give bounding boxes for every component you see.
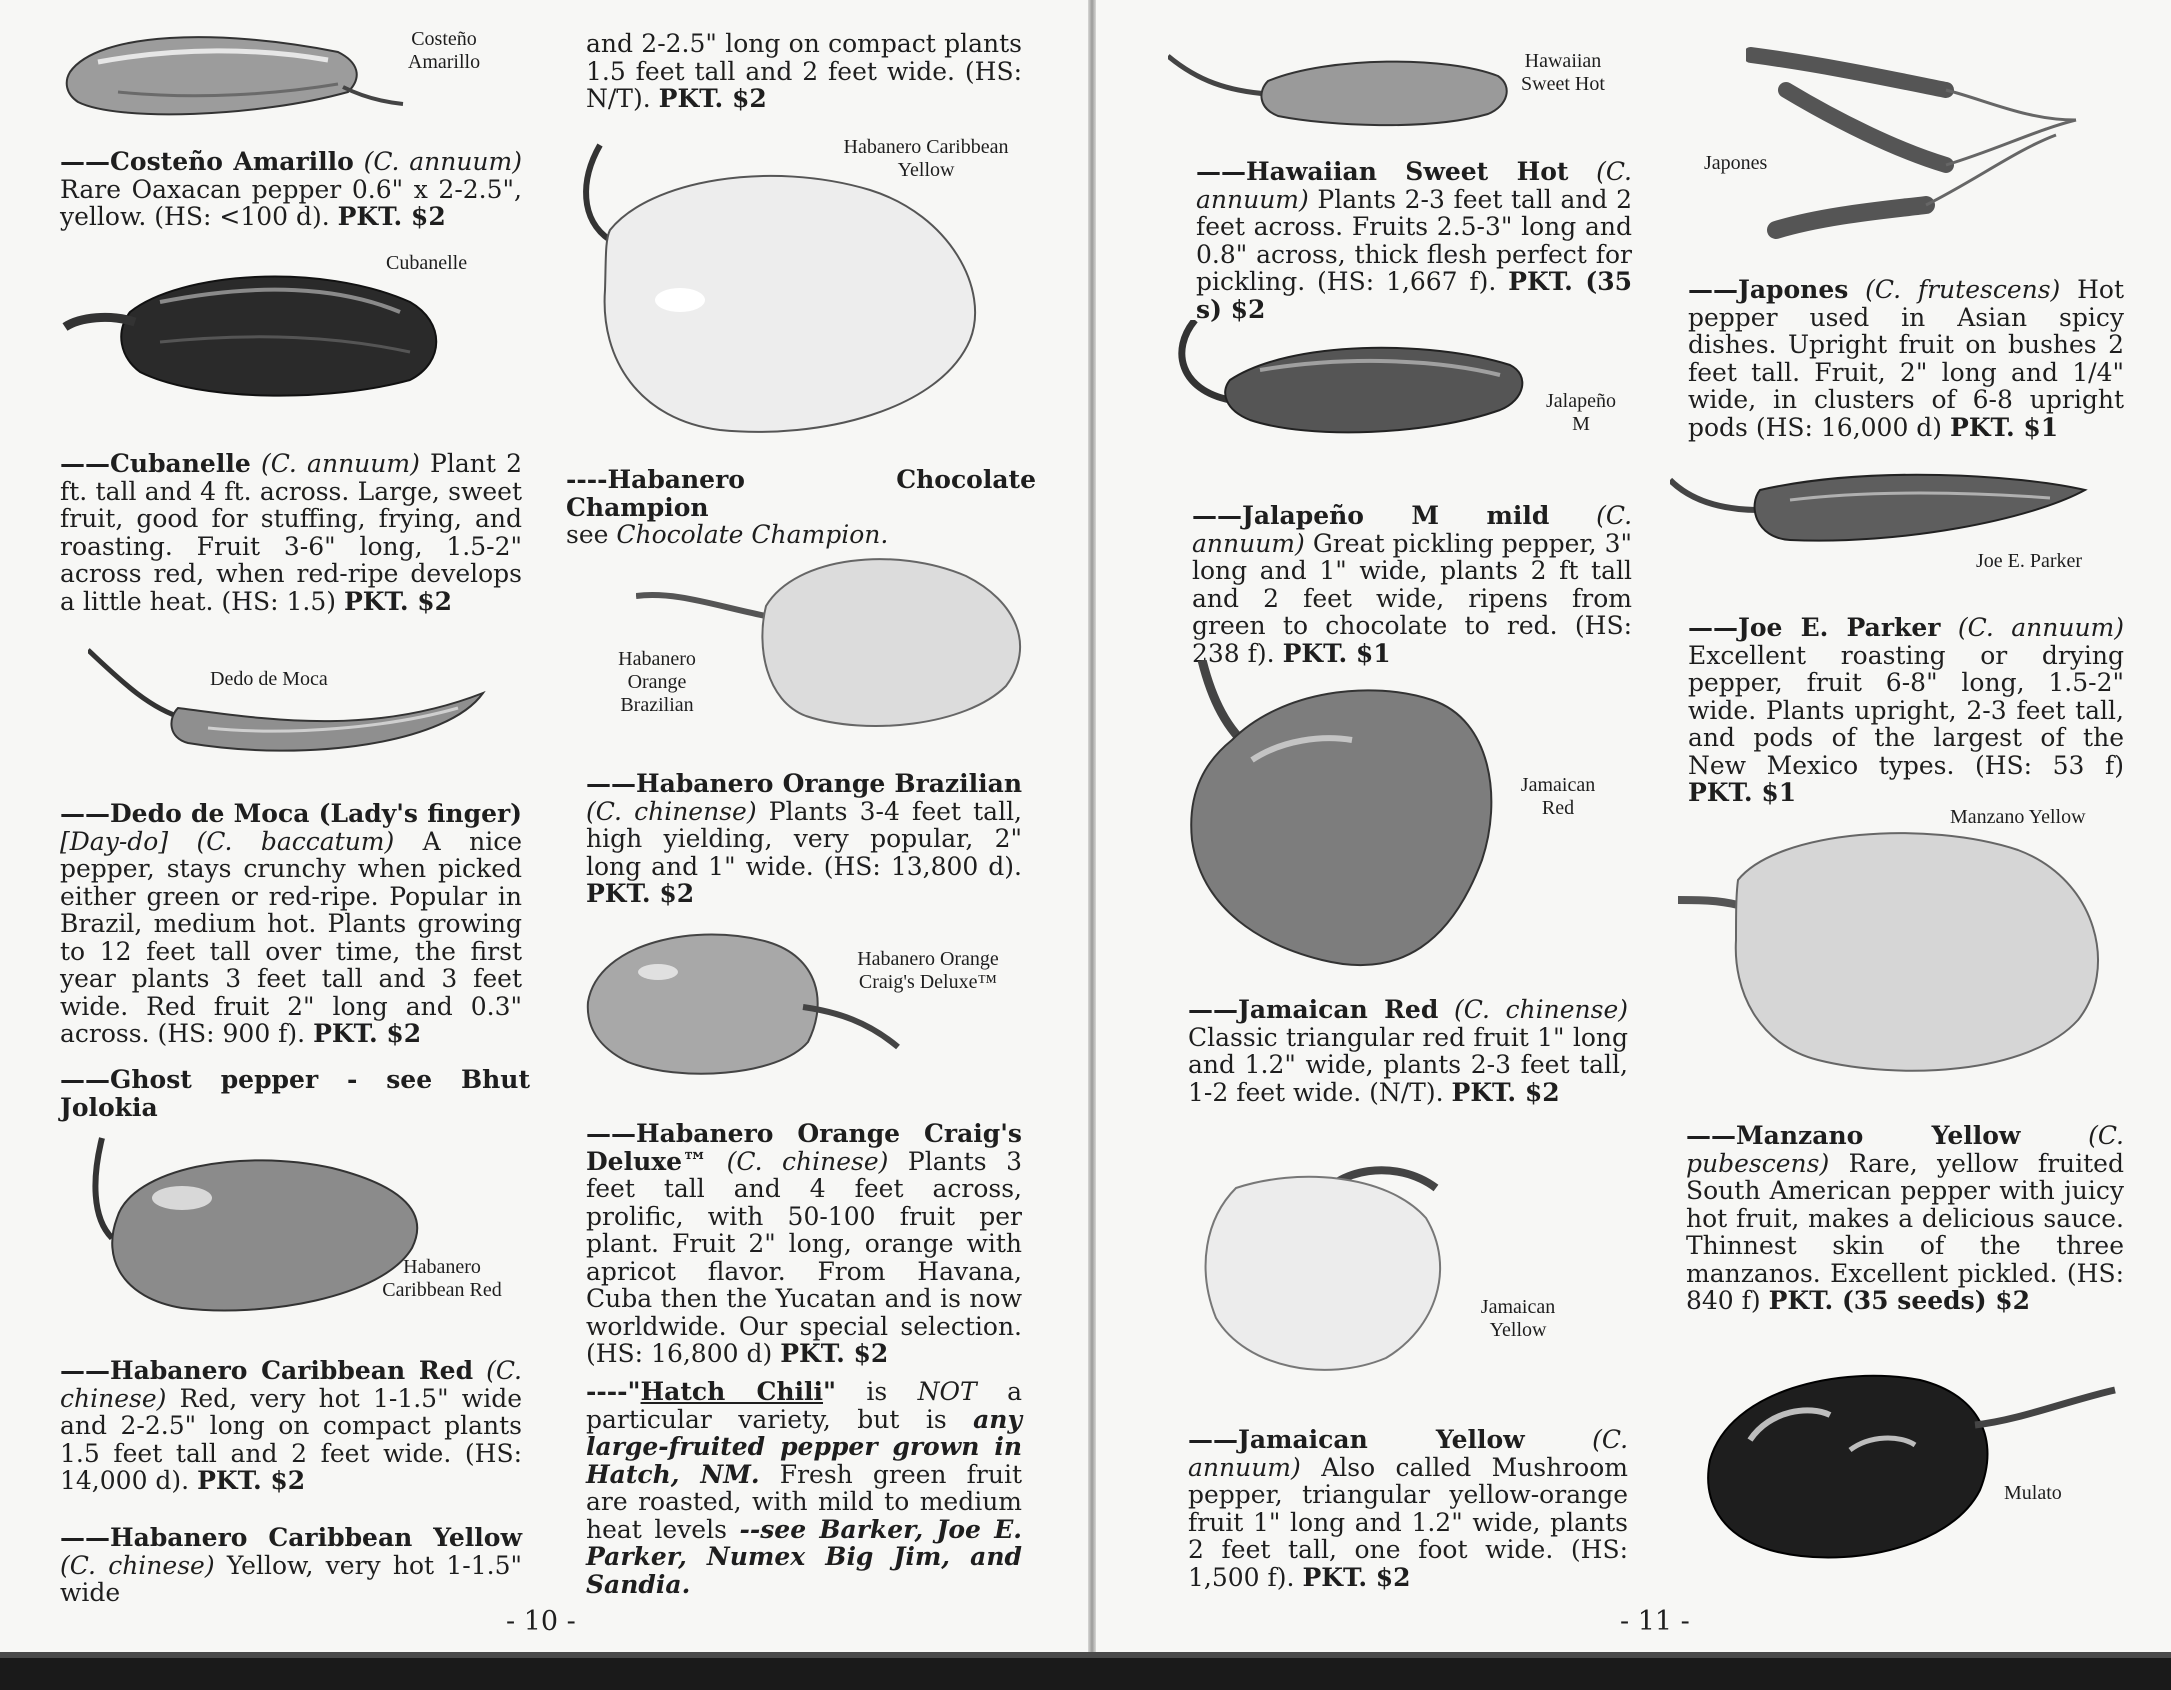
caption-habanero-caribbean-red: Habanero Caribbean Red — [382, 1256, 502, 1301]
cubanelle-pepper-image — [60, 252, 450, 402]
hawaiian-sweet-hot-image — [1168, 36, 1518, 136]
entry-joe-e-parker: ——Joe E. Parker (C. annuum) Excellent roasting or drying pepper, fruit 6-8" long, 1.5-2" wide. Plants upright, 2-3 feet tall, and pods of the largest of the New Mexico types. (HS: 53 f) PKT. $1 — [1688, 613, 2125, 807]
jamaican-yellow-image — [1196, 1148, 1456, 1378]
page-number-left: - 10 - — [506, 1606, 576, 1637]
scan-bottom-edge — [0, 1652, 2171, 1690]
habanero-caribbean-yellow-image — [570, 140, 1000, 440]
entry-habanero-orange-brazilian: ——Habanero Orange Brazilian (C. chinense) Plants 3-4 feet tall, high yielding, very popular, 2" long and 1" wide. (HS: 13,800 d). PKT. $2 — [586, 769, 1023, 908]
caption-manzano-yellow: Manzano Yellow — [1950, 806, 2086, 828]
manzano-yellow-image — [1678, 820, 2118, 1080]
caption-cubanelle: Cubanelle — [386, 252, 468, 274]
entry-cubanelle: ——Cubanelle (C. annuum) Plant 2 ft. tall and 4 ft. across. Large, sweet fruit, good for stuffing, frying, and roasting. Fruit 3-6" long, 1.5-2" across red, when red-ripe develops a little heat. (HS: 1.5) PKT. $2 — [60, 449, 522, 616]
caption-mulato: Mulato — [2004, 1482, 2062, 1504]
caption-costeno-amarillo: Costeño Amarillo — [407, 28, 481, 73]
book-gutter — [1088, 0, 1096, 1652]
caption-habanero-caribbean-yellow: Habanero Caribbean Yellow — [843, 136, 1009, 181]
jamaican-red-image — [1172, 660, 1502, 980]
joe-e-parker-image — [1670, 470, 2090, 550]
entry-habanero-caribbean-yellow-continued: and 2-2.5" long on compact plants 1.5 feet tall and 2 feet wide. (HS: N/T). PKT. $2 — [586, 29, 1022, 113]
caption-hawaiian-sweet-hot: Hawaiian Sweet Hot — [1521, 50, 1605, 95]
habanero-caribbean-red-image — [62, 1128, 432, 1318]
costeno-amarillo-pepper-image — [58, 22, 408, 122]
caption-jalapeno-m: Jalapeño M — [1546, 390, 1616, 435]
caption-japones: Japones — [1704, 152, 1768, 174]
entry-costeno-amarillo: ——Costeño Amarillo (C. annuum) Rare Oaxacan pepper 0.6" x 2-2.5", yellow. (HS: <100 d). PKT. $2 — [60, 147, 522, 231]
entry-dedo-de-moca: ——Dedo de Moca (Lady's finger) [Day-do] (C. baccatum) A nice pepper, stays crunchy when picked either green or red-ripe. Popular in Brazil, medium hot. Plants growing to 12 feet tall over time, the first year plants 3 feet tall and 3 feet wide. Red fruit 2" long and 0.3" across. (HS: 900 f). PKT. $2 — [60, 799, 523, 1048]
caption-jamaican-red: Jamaican Red — [1520, 774, 1596, 819]
entry-manzano-yellow: ——Manzano Yellow (C. pubescens) Rare, yellow fruited South American pepper with juicy hot fruit, makes a delicious sauce. Thinnest skin of the three manzanos. Excellent pickled. (HS: 840 f) PKT. (35 seeds) $2 — [1686, 1121, 2124, 1315]
page-number-right: - 11 - — [1620, 1606, 1690, 1637]
habanero-orange-craigs-deluxe-image — [578, 912, 918, 1082]
caption-habanero-orange-craigs-deluxe: Habanero Orange Craig's Deluxe™ — [857, 948, 999, 993]
entry-hatch-chili: ----"Hatch Chili" is NOT a particular variety, but is any large-fruited pepper grown in Hatch, NM. Fresh green fruit are roasted, with mild to medium heat levels --see Barker, Joe E. Parker, Numex Big Jim, and Sandia. — [586, 1377, 1022, 1599]
entry-jalapeno-m-mild: ——Jalapeño M mild (C. annuum) Great pickling pepper, 3" long and 1" wide, plants 2 ft tall and 2 feet wide, ripens from green to chocolate to red. (HS: 238 f). PKT. $1 — [1192, 501, 1633, 668]
entry-jamaican-red: ——Jamaican Red (C. chinense) Classic triangular red fruit 1" long and 1.2" wide, plants 2-3 feet tall, 1-2 feet wide. (N/T). PKT. $2 — [1188, 995, 1629, 1107]
caption-jamaican-yellow: Jamaican Yellow — [1480, 1296, 1556, 1341]
entry-hawaiian-sweet-hot: ——Hawaiian Sweet Hot (C. annuum) Plants 2-3 feet tall and 2 feet across. Fruits 2.5-3" long and 0.8" across, thick flesh perfect for pickling. (HS: 1,667 f). PKT. (35 s) $2 — [1196, 157, 1632, 324]
entry-jamaican-yellow: ——Jamaican Yellow (C. annuum) Also called Mushroom pepper, triangular yellow-orange fruit 1" long and 1.2" wide, plants 2 feet tall, one foot wide. (HS: 1,500 f). PKT. $2 — [1188, 1425, 1629, 1592]
jalapeno-m-image — [1170, 320, 1530, 450]
entry-ghost-pepper: ——Ghost pepper - see Bhut Jolokia — [60, 1065, 530, 1122]
entry-japones: ——Japones (C. frutescens) Hot pepper used in Asian spicy dishes. Upright fruit on bushes 2 feet tall. Fruit, 2" long and 1/4" wide, in clusters of 6-8 upright pods (HS: 16,000 d) PKT. $1 — [1688, 275, 2124, 442]
caption-habanero-orange-brazilian: Habanero Orange Brazilian — [618, 648, 696, 716]
dedo-de-moca-pepper-image — [88, 648, 488, 774]
caption-dedo-de-moca: Dedo de Moca — [210, 668, 328, 690]
entry-habanero-caribbean-red: ——Habanero Caribbean Red (C. chinese) Red, very hot 1-1.5" wide and 2-2.5" long on compact plants 1.5 feet tall and 2 feet wide. (HS: 14,000 d). PKT. $2 — [60, 1356, 522, 1495]
caption-joe-e-parker: Joe E. Parker — [1976, 550, 2083, 572]
mulato-image — [1690, 1350, 2120, 1570]
entry-habanero-chocolate-champion: ----Habanero Chocolate Champion see Chocolate Champion. — [566, 465, 1036, 549]
entry-habanero-caribbean-yellow: ——Habanero Caribbean Yellow (C. chinese) Yellow, very hot 1-1.5" wide — [60, 1523, 522, 1607]
japones-image — [1746, 40, 2086, 260]
entry-habanero-orange-craigs-deluxe: ——Habanero Orange Craig's Deluxe™ (C. chinese) Plants 3 feet tall and 4 feet across, prolific, with 50-100 fruit per plant. Fruit 2" long, orange with apricot flavor. From Havana, Cuba then the Yucatan and is now worldwide. Our special selection. (HS: 16,800 d) PKT. $2 — [586, 1119, 1022, 1368]
